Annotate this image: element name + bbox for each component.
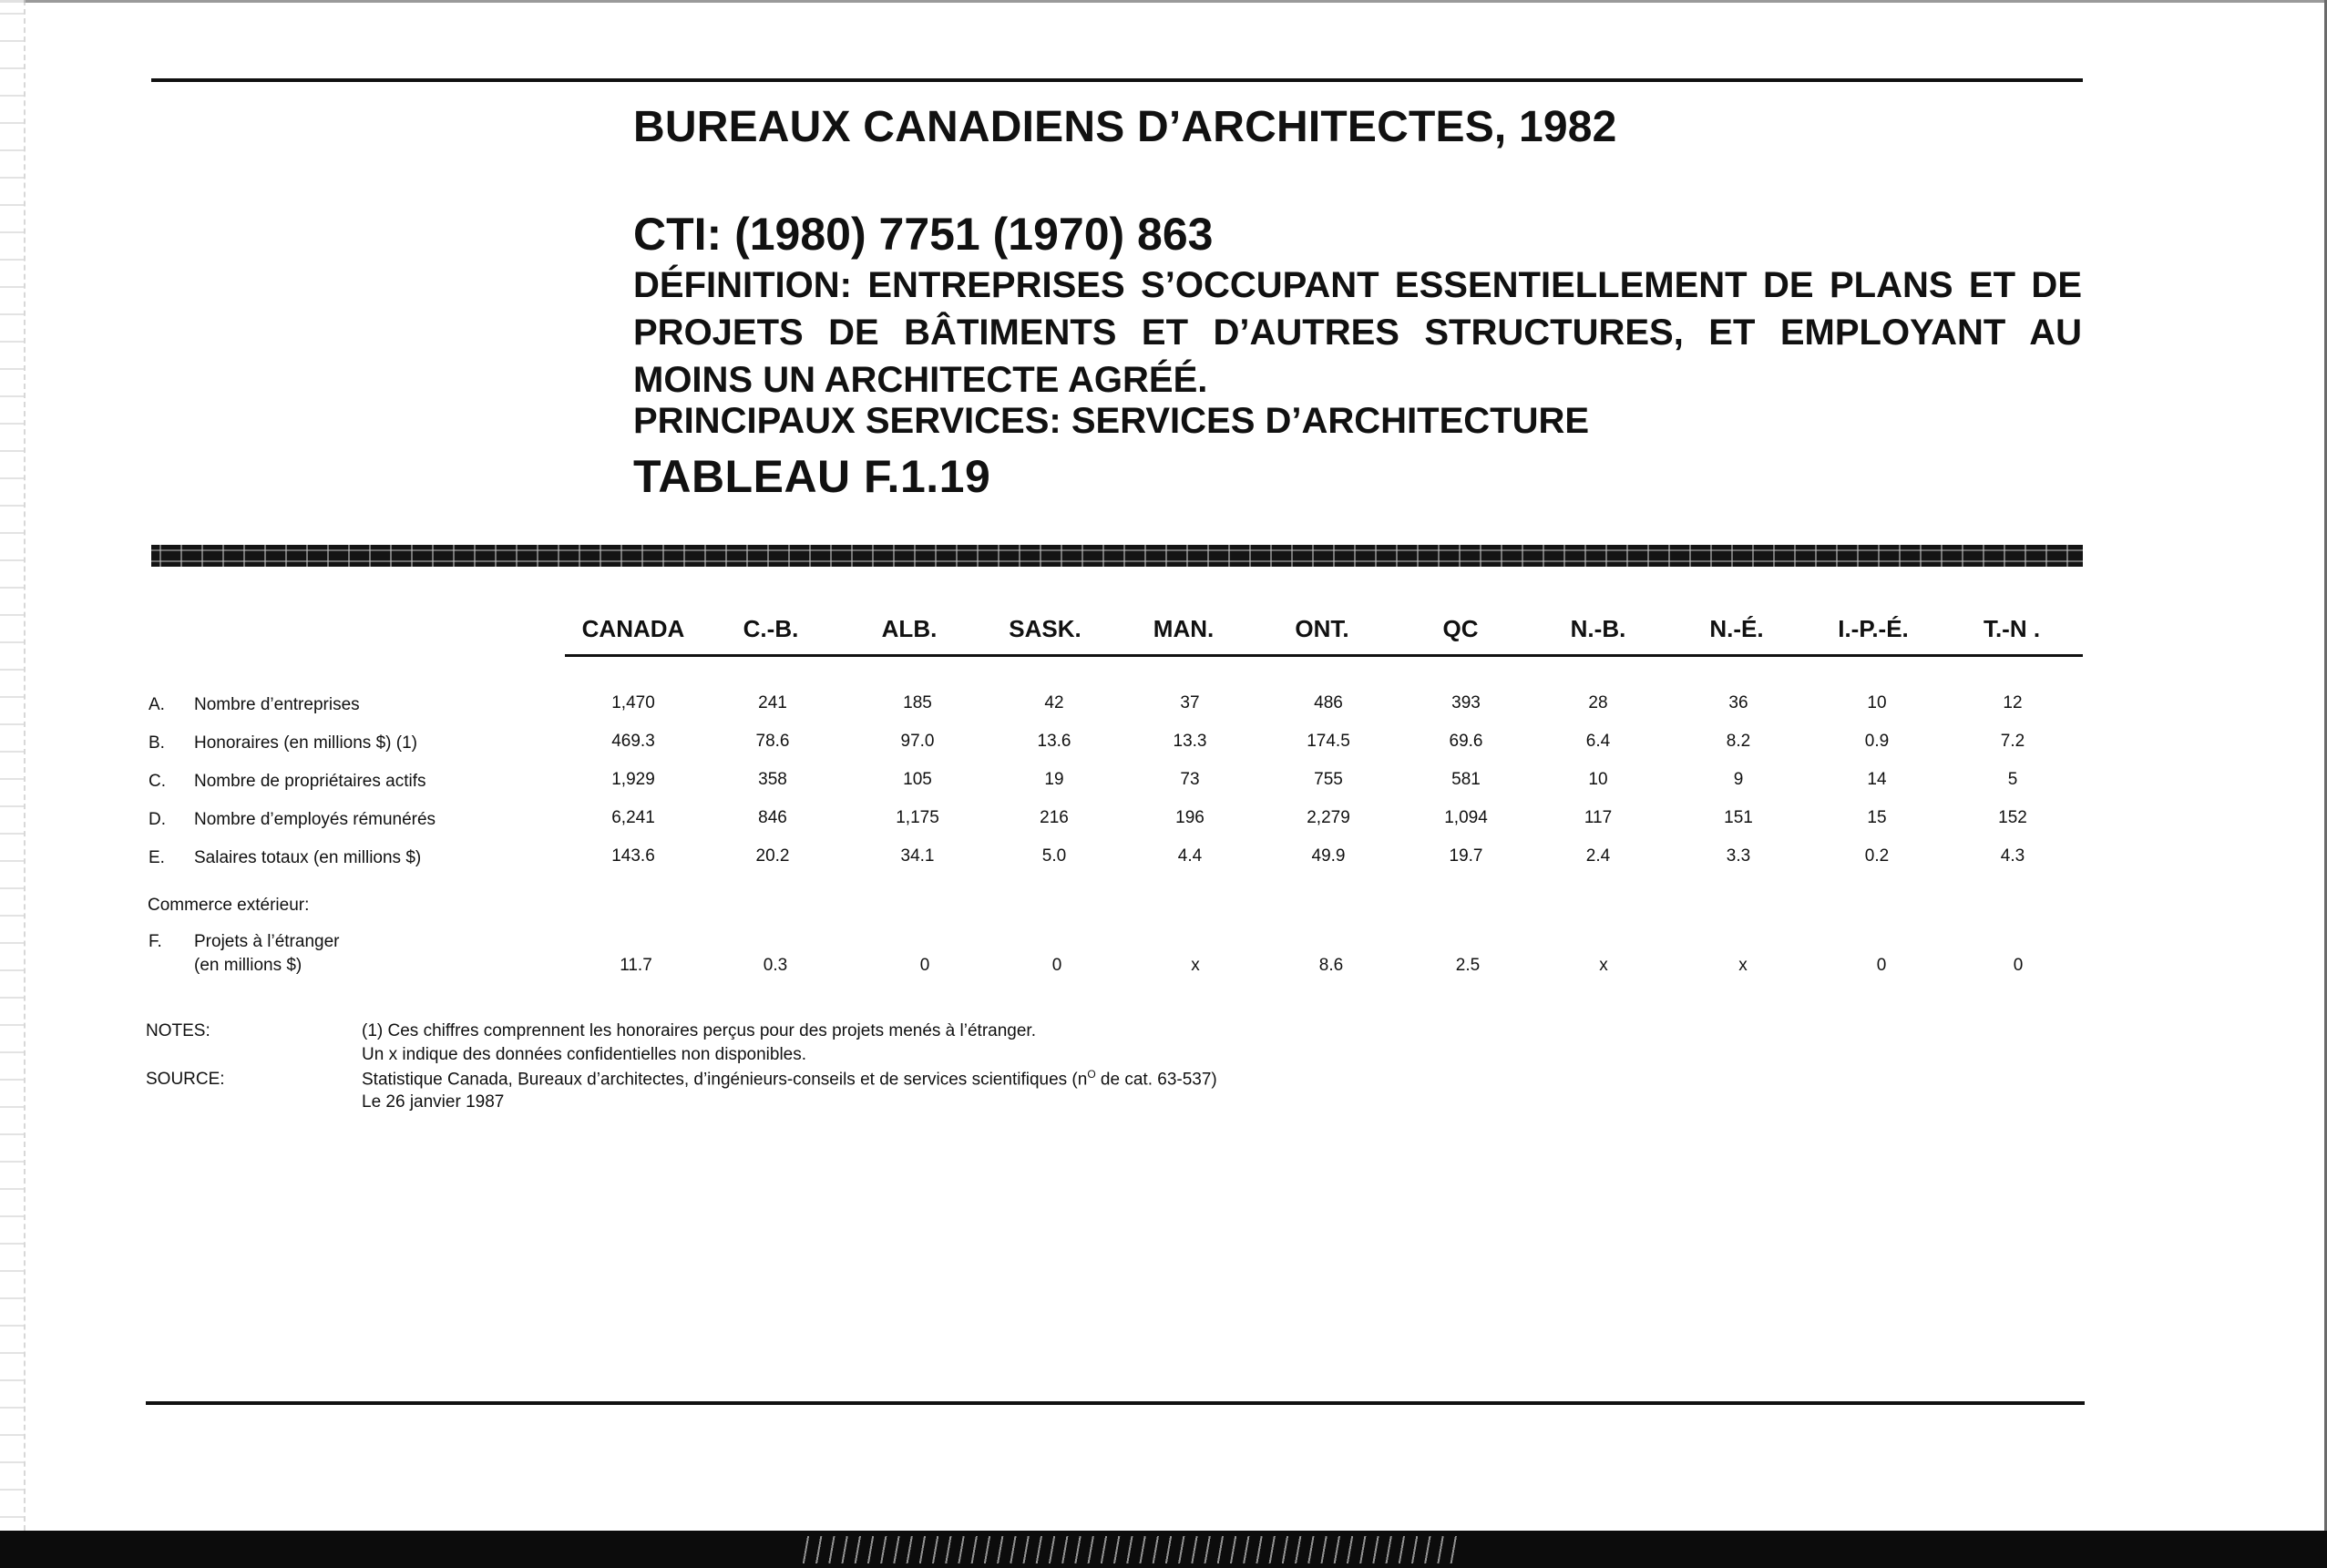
table-cell: 117 (1584, 808, 1613, 827)
table-cell: 15 (1867, 808, 1887, 827)
table-cell: 151 (1724, 808, 1753, 827)
table-cell: 6,241 (611, 808, 655, 827)
table-cell: 1,929 (611, 770, 655, 789)
row-letter: B. (149, 733, 165, 753)
source-label: SOURCE: (146, 1070, 225, 1089)
row-label: Salaires totaux (en millions $) (194, 848, 422, 867)
table-cell: 13.6 (1037, 732, 1071, 751)
row-letter: C. (149, 772, 166, 791)
table-cell: 2.5 (1455, 956, 1481, 975)
col-header-ipe: I.-P.-É. (1838, 615, 1909, 642)
table-cell: 97.0 (900, 732, 935, 751)
table-cell: 7.2 (2000, 732, 2025, 751)
table-cell: 358 (758, 770, 787, 789)
row-label: Projets à l’étranger (194, 932, 340, 951)
table-cell: 28 (1588, 693, 1608, 712)
table-cell: 2.4 (1585, 846, 1611, 866)
section-label-foreign-trade: Commerce extérieur: (148, 896, 310, 915)
table-cell: 152 (1998, 808, 2027, 827)
table-cell: 1,175 (896, 808, 939, 827)
source-text-main: Statistique Canada, Bureaux d’architectes, d’ingénieurs-conseils et de services scientifiques (n (362, 1070, 1088, 1090)
table-cell: 69.6 (1449, 732, 1483, 751)
row-label: Nombre de propriétaires actifs (194, 772, 426, 791)
col-header-man: MAN. (1153, 615, 1215, 642)
table-cell: 174.5 (1307, 732, 1350, 751)
table-cell: 3.3 (1726, 846, 1751, 866)
bottom-rule (146, 1401, 2085, 1405)
table-cell: 37 (1180, 693, 1200, 712)
table-cell: 486 (1314, 693, 1343, 712)
table-cell: 12 (2003, 693, 2023, 712)
col-header-ne: N.-É. (1709, 615, 1764, 642)
col-header-cb: C.-B. (743, 615, 799, 642)
table-cell: 105 (903, 770, 932, 789)
table-cell: 5.0 (1041, 846, 1067, 866)
table-cell: 755 (1314, 770, 1343, 789)
table-cell: 185 (903, 693, 932, 712)
table-cell: 34.1 (900, 846, 935, 866)
table-cell: 42 (1044, 693, 1064, 712)
row-label-continued: (en millions $) (194, 956, 302, 975)
row-label: Honoraires (en millions $) (1) (194, 733, 417, 753)
table-cell: 78.6 (755, 732, 790, 751)
table-cell: 19 (1044, 770, 1064, 789)
header-underline (565, 654, 2083, 657)
table-cell: 469.3 (611, 732, 655, 751)
source-text (362, 1068, 1217, 1090)
table-cell: 2,279 (1307, 808, 1350, 827)
table-cell: 9 (1733, 770, 1744, 789)
row-label: Nombre d’entreprises (194, 695, 360, 714)
col-header-ont: ONT. (1295, 615, 1349, 642)
table-cell: 73 (1180, 770, 1200, 789)
table-cell: 10 (1867, 693, 1887, 712)
table-cell: 0.2 (1864, 846, 1890, 866)
source-date: Le 26 janvier 1987 (362, 1092, 505, 1112)
scan-bottom-band (0, 1531, 2327, 1568)
note-2: Un x indique des données confidentielles non disponibles. (362, 1045, 807, 1064)
table-cell: 11.7 (620, 956, 652, 975)
table-cell: 1,094 (1444, 808, 1488, 827)
table-cell: 0 (2013, 956, 2024, 975)
document-title: BUREAUX CANADIENS D’ARCHITECTES, 1982 (633, 103, 1617, 151)
table-cell: 581 (1451, 770, 1481, 789)
col-header-canada: CANADA (581, 615, 685, 642)
table-cell: 846 (758, 808, 787, 827)
table-cell: 196 (1175, 808, 1205, 827)
table-cell: 241 (758, 693, 787, 712)
row-letter: E. (149, 848, 165, 867)
table-cell: 143.6 (611, 846, 655, 866)
definition-text: DÉFINITION: ENTREPRISES S’OCCUPANT ESSENTIELLEMENT DE PLANS ET DE PROJETS DE BÂTIMENTS ET D’AUTRES STRUCTURES, ET EMPLOYANT AU MOINS UN ARCHITECTE AGRÉÉ. (633, 265, 2082, 400)
table-cell: 4.3 (2000, 846, 2025, 866)
table-cell: 10 (1588, 770, 1608, 789)
table-cell: 0 (1876, 956, 1887, 975)
table-cell: 0.9 (1864, 732, 1890, 751)
table-cell: 0 (1051, 956, 1062, 975)
row-letter: F. (149, 932, 162, 951)
table-cell: 13.3 (1173, 732, 1207, 751)
table-id: TABLEAU F.1.19 (633, 451, 991, 502)
note-1: (1) Ces chiffres comprennent les honoraires perçus pour des projets menés à l’étranger. (362, 1021, 1036, 1040)
cti-code: CTI: (1980) 7751 (1970) 863 (633, 209, 1214, 260)
table-cell: 1,470 (611, 693, 655, 712)
table-cell: x (1738, 956, 1748, 975)
table-cell: 14 (1867, 770, 1887, 789)
source-text-catalog: de cat. 63-537) (1095, 1070, 1217, 1090)
table-header-bar (151, 545, 2083, 567)
top-rule (151, 78, 2083, 82)
principal-services: PRINCIPAUX SERVICES: SERVICES D’ARCHITECTURE (633, 401, 1590, 441)
row-label: Nombre d’employés rémunérés (194, 810, 436, 829)
table-cell: 8.2 (1726, 732, 1751, 751)
scan-left-edge (0, 0, 26, 1540)
table-cell: x (1191, 956, 1200, 975)
col-header-sask: SASK. (1009, 615, 1081, 642)
table-cell: 8.6 (1318, 956, 1344, 975)
notes-label: NOTES: (146, 1021, 210, 1040)
row-letter: D. (149, 810, 166, 829)
table-cell: 5 (2007, 770, 2018, 789)
col-header-nb: N.-B. (1570, 615, 1626, 642)
col-header-qc: QC (1442, 615, 1479, 642)
source-superscript: O (1087, 1068, 1096, 1081)
table-cell: 49.9 (1311, 846, 1346, 866)
col-header-tn: T.-N . (1983, 615, 2041, 642)
col-header-alb: ALB. (881, 615, 938, 642)
table-cell: 4.4 (1177, 846, 1203, 866)
table-cell: 36 (1728, 693, 1748, 712)
table-cell: 393 (1451, 693, 1481, 712)
table-cell: 216 (1040, 808, 1069, 827)
table-cell: 19.7 (1449, 846, 1483, 866)
row-letter: A. (149, 695, 165, 714)
table-cell: 0.3 (763, 956, 788, 975)
scan-top-edge (0, 0, 2327, 3)
table-cell: 0 (919, 956, 930, 975)
table-cell: x (1599, 956, 1608, 975)
table-cell: 20.2 (755, 846, 790, 866)
table-cell: 6.4 (1585, 732, 1611, 751)
